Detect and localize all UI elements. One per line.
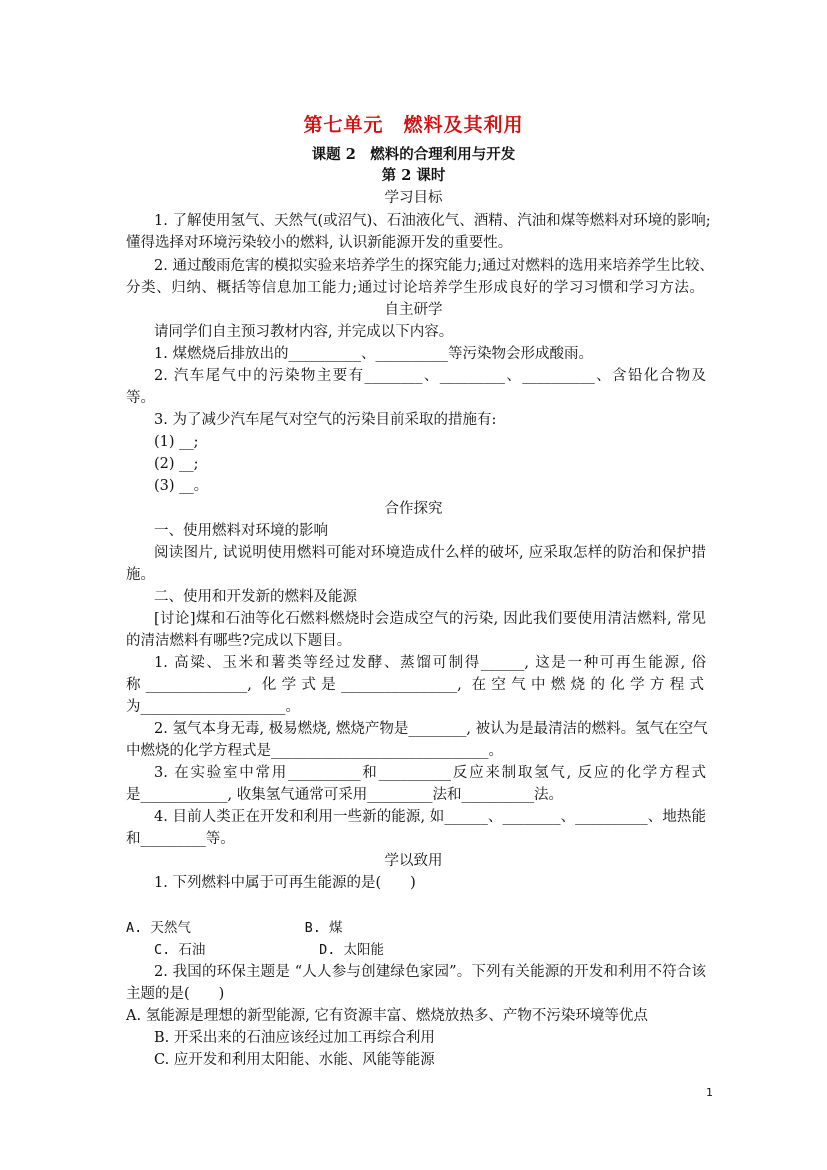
section-heading-apply: 学以致用 [384, 853, 443, 869]
apply-question-1-options-cd: C. 石油 D. 太阳能 [154, 942, 385, 958]
unit-title: 第七单元 燃料及其利用 [303, 114, 524, 136]
question-2-line-1: 2. 氢气本身无毒, 极易燃烧, 燃烧产物是________, 被认为是最清洁的燃料。氢气在空气 [154, 721, 708, 737]
self-study-q2-line-2: 等。 [126, 390, 155, 406]
apply-question-2-line-2: 主题的是( ) [126, 986, 225, 1002]
apply-question-1: 1. 下列燃料中属于可再生能源的是( ) [154, 875, 416, 891]
question-4-line-2: 和_________等。 [126, 831, 235, 847]
question-1-line-2: 称______________, 化学式是________________, 在空气中燃烧的化学方程式 [126, 677, 704, 693]
discussion-line-1: [讨论]煤和石油等化石燃料燃烧时会造成空气的污染, 因此我们要使用清洁燃料, 常见 [154, 611, 706, 627]
apply-question-2-option-b: B. 开采出来的石油应该经过加工再综合利用 [154, 1030, 435, 1046]
apply-question-2-line-1: 2. 我国的环保主题是 “人人参与创建绿色家园”。下列有关能源的开发和利用不符合该 [154, 964, 706, 980]
section-heading-goals: 学习目标 [384, 190, 443, 206]
question-1-line-1: 1. 高粱、玉米和薯类等经过发酵、蒸馏可制得______, 这是一种可再生能源, 俗 [154, 655, 706, 671]
cooperate-part-1-line-2: 施。 [126, 567, 155, 583]
self-study-q3-item-1: (1) __; [154, 434, 199, 450]
goal-2-line-1: 2. 通过酸雨危害的模拟实验来培养学生的探究能力;通过对燃料的选用来培养学生比较、 [154, 258, 714, 274]
question-3-line-1: 3. 在实验室中常用__________和__________反应来制取氢气, 反应的化学方程式 [154, 765, 706, 781]
self-study-q2-line-1: 2. 汽车尾气中的污染物主要有________、_________、__________、含铅化合物及 [154, 368, 706, 384]
section-heading-self-study: 自主研学 [384, 302, 443, 318]
question-1-line-3: 为____________________。 [126, 699, 300, 715]
cooperate-part-2-heading: 二、使用和开发新的燃料及能源 [154, 589, 357, 605]
self-study-intro: 请同学们自主预习教材内容, 并完成以下内容。 [154, 324, 454, 340]
question-3-line-2: 是____________, 收集氢气通常可采用_________法和__________法。 [126, 787, 563, 803]
cooperate-part-1-line-1: 阅读图片, 试说明使用燃料可能对环境造成什么样的破坏, 应采取怎样的防治和保护措 [154, 545, 706, 561]
lesson-title: 课题 2 燃料的合理利用与开发 [311, 146, 516, 163]
apply-question-2-option-c: C. 应开发和利用太阳能、水能、风能等能源 [154, 1052, 435, 1068]
page-number: 1 [706, 1086, 713, 1099]
period-title: 第 2 课时 [381, 167, 446, 184]
discussion-line-2: 的清洁燃料有哪些?完成以下题目。 [126, 633, 352, 649]
goal-2-line-2: 分类、归纳、概括等信息加工能力;通过讨论培养学生形成良好的学习习惯和学习方法。 [126, 280, 704, 296]
apply-question-1-options-ab: A. 天然气 B. 煤 [126, 920, 343, 936]
goal-1-line-1: 1. 了解使用氢气、天然气(或沼气)、石油液化气、酒精、汽油和煤等燃料对环境的影响; [154, 213, 711, 229]
goal-1-line-2: 懂得选择对环境污染较小的燃料, 认识新能源开发的重要性。 [126, 235, 513, 251]
self-study-q1: 1. 煤燃烧后排放出的__________、__________等污染物会形成酸雨。 [154, 346, 593, 362]
question-2-line-2: 中燃烧的化学方程式是______________________________。 [126, 743, 503, 759]
self-study-q3-item-2: (2) __; [154, 456, 199, 472]
self-study-q3-item-3: (3) __。 [154, 478, 209, 494]
cooperate-part-1-heading: 一、使用燃料对环境的影响 [154, 523, 328, 539]
section-heading-cooperate: 合作探究 [384, 501, 443, 517]
question-4-line-1: 4. 目前人类正在开发和利用一些新的能源, 如______、________、__________、地热能 [154, 809, 706, 825]
apply-question-2-option-a: A. 氢能源是理想的新型能源, 它有资源丰富、燃烧放热多、产物不污染环境等优点 [126, 1008, 648, 1024]
self-study-q3: 3. 为了减少汽车尾气对空气的污染目前采取的措施有: [154, 412, 497, 428]
